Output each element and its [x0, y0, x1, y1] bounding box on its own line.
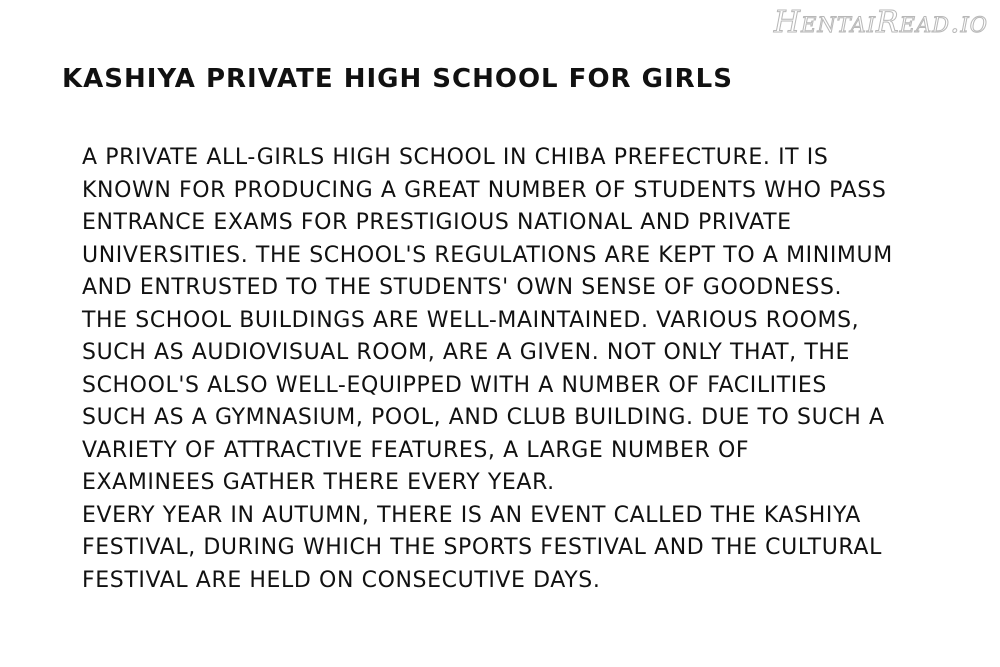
- text-line: FESTIVAL ARE HELD ON CONSECUTIVE DAYS.: [82, 567, 601, 593]
- text-line: A PRIVATE ALL-GIRLS HIGH SCHOOL IN CHIBA PREFECTURE. IT IS: [82, 145, 829, 170]
- text-line: EVERY YEAR IN AUTUMN, THERE IS AN EVENT CALLED THE KASHIYA: [82, 502, 861, 528]
- text-line: UNIVERSITIES. THE SCHOOL'S REGULATIONS ARE KEPT TO A MINIMUM: [82, 242, 893, 268]
- text-line: KNOWN FOR PRODUCING A GREAT NUMBER OF STUDENTS WHO PASS: [82, 177, 887, 203]
- text-line: SCHOOL'S ALSO WELL-EQUIPPED WITH A NUMBER OF FACILITIES: [82, 372, 827, 398]
- description-text: [82, 142, 962, 597]
- text-line: SUCH AS AUDIOVISUAL ROOM, ARE A GIVEN. NOT ONLY THAT, THE: [82, 340, 851, 365]
- text-line: AND ENTRUSTED TO THE STUDENTS' OWN SENSE OF GOODNESS.: [82, 275, 843, 300]
- text-line: ENTRANCE EXAMS FOR PRESTIGIOUS NATIONAL AND PRIVATE: [82, 210, 792, 235]
- text-line: SUCH AS A GYMNASIUM, POOL, AND CLUB BUILDING. DUE TO SUCH A: [82, 405, 885, 430]
- text-line: EXAMINEES GATHER THERE EVERY YEAR.: [82, 470, 555, 495]
- text-line: THE SCHOOL BUILDINGS ARE WELL-MAINTAINED. VARIOUS ROOMS,: [82, 307, 860, 333]
- text-line: VARIETY OF ATTRACTIVE FEATURES, A LARGE NUMBER OF: [82, 437, 750, 463]
- page-title: KASHIYA PRIVATE HIGH SCHOOL FOR GIRLS: [62, 64, 733, 94]
- site-watermark: HentaiRead.io: [773, 5, 988, 40]
- text-line: FESTIVAL, DURING WHICH THE SPORTS FESTIVAL AND THE CULTURAL: [82, 535, 882, 560]
